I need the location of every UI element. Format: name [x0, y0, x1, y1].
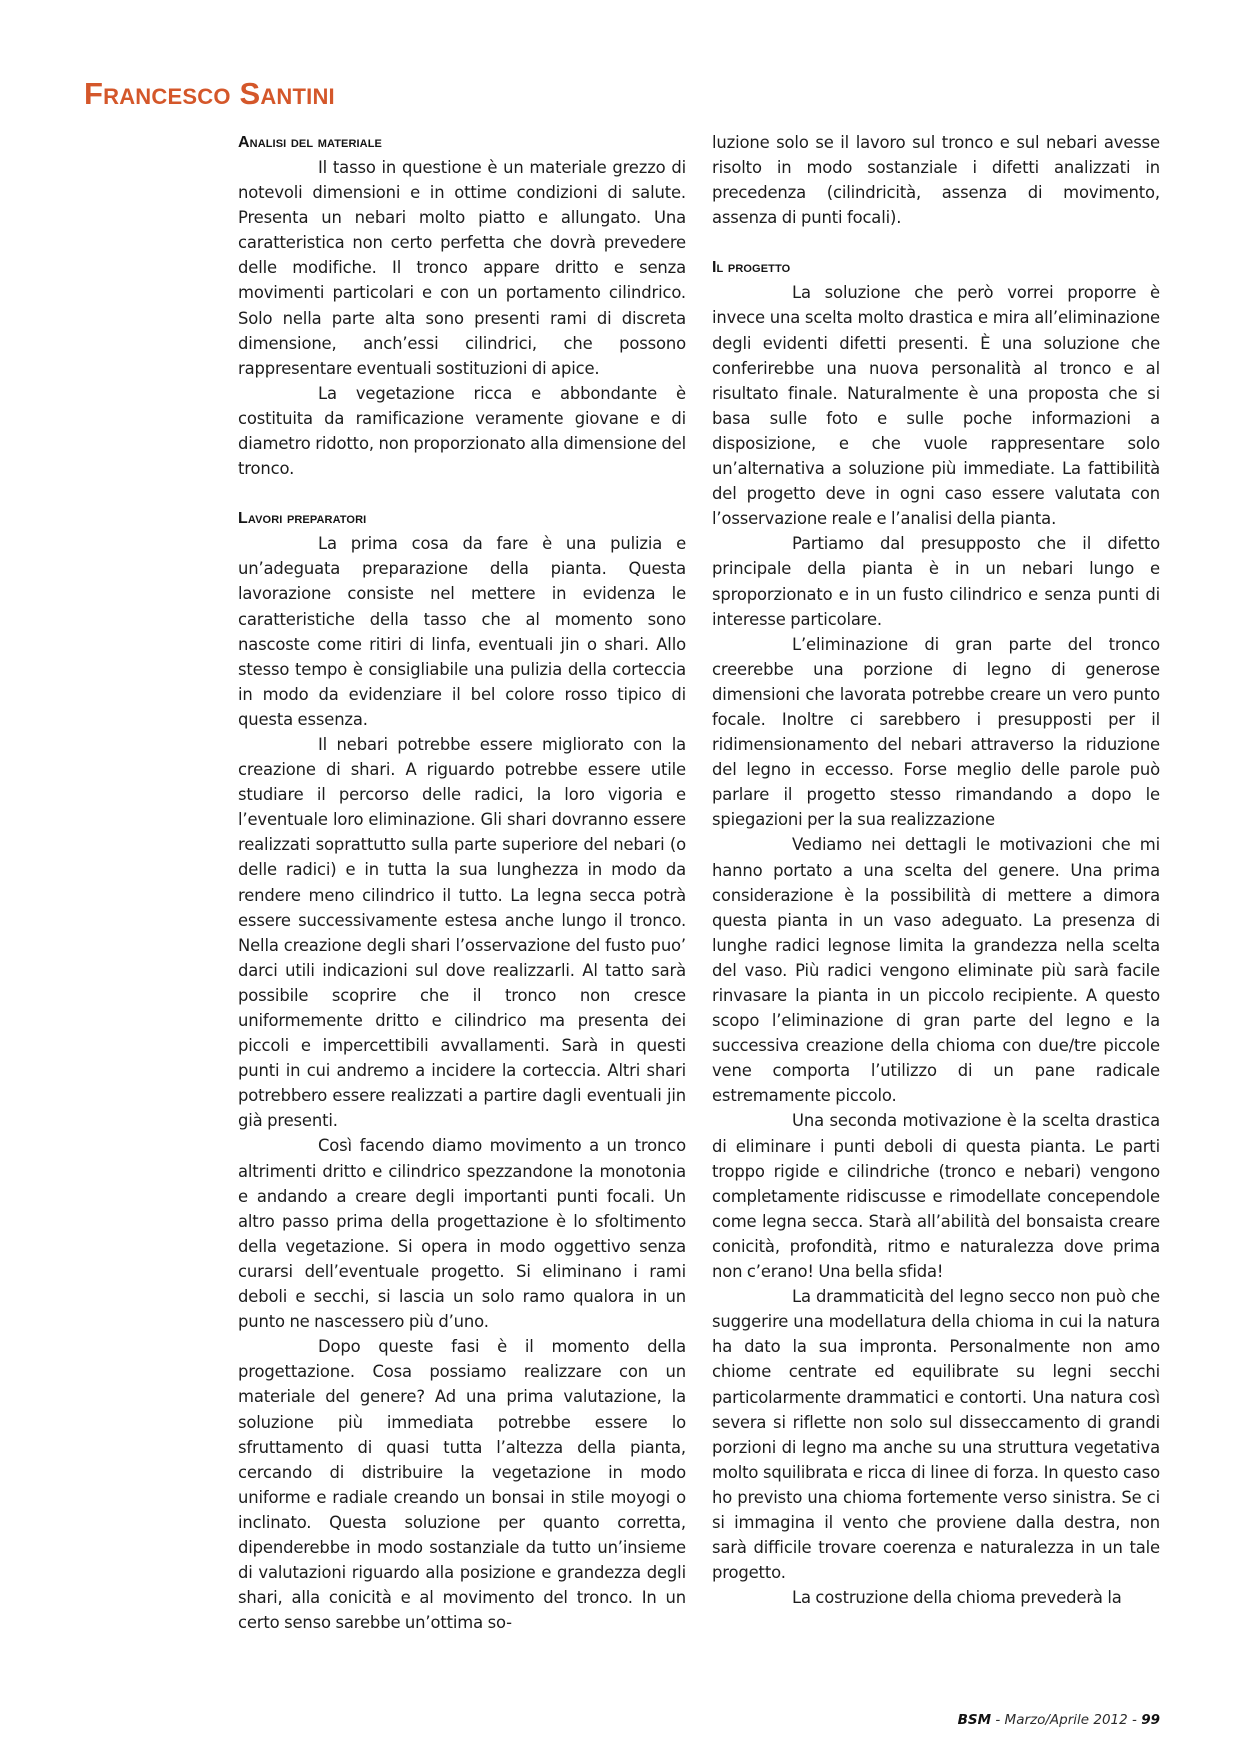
paragraph: Il nebari potrebbe essere migliorato con la creazione di shari. A riguardo potrebbe essere utile studiare il percorso delle radici, la loro vigoria e l’eventuale loro eliminazione. Gli shari dovranno essere realizzati soprattutto sulla parte superiore del nebari (o delle radici) e in tutta la sua lunghezza in modo da rendere meno cilindrico il tutto. La legna secca potrà essere successivamente estesa anche lungo il tronco. Nella creazione degli shari l’osservazione del fusto puo’ darci utili indicazioni sul dove realizzarli. Al tatto sarà possibile scoprire che il tronco non cresce uniformemente dritto e cilindrico ma presenta dei piccoli e impercettibili avvallamenti. Sarà in questi punti in cui andremo a incidere la corteccia. Altri shari potrebbero essere realizzati a partire dagli eventuali jin già presenti. [238, 734, 686, 1131]
paragraph: La costruzione della chioma prevederà la [792, 1588, 1122, 1608]
paragraph: La drammaticità del legno secco non può che suggerire una modellatura della chioma in cui la natura ha dato la sua impronta. Personalmente non amo chiome centrate ed equilibrate su legni secchi particolarmente drammatici e contorti. Una natura così severa si riflette non solo sul disseccamento di grandi porzioni di legno ma anche su una struttura vegetativa molto squilibrata e ricca di linee di forza. In questo caso ho previsto una chioma fortemente verso sinistra. Se ci si immagina il vento che proviene dalla destra, non sarà difficile trovare coerenza e naturalezza in un tale progetto. [712, 1287, 1160, 1583]
section-heading-analisi: Analisi del materiale [238, 134, 382, 151]
left-column [238, 130, 686, 1635]
page-number: 99 [1141, 1712, 1160, 1728]
paragraph: Così facendo diamo movimento a un tronco altrimenti dritto e cilindrico spezzandone la monotonia e andando a creare degli importanti punti focali. Un altro passo prima della progettazione è lo sfoltimento della vegetazione. Si opera in modo oggettivo senza curarsi dell’eventuale progetto. Si eliminano i rami deboli e secchi, si lascia un solo ramo qualora in un punto ne nascessero più d’uno. [238, 1136, 686, 1332]
paragraph: La vegetazione ricca e abbondante è costituita da ramificazione veramente giovane e di diametro ridotto, non proporzionato alla dimensione del tronco. [238, 383, 686, 479]
paragraph: Partiamo dal presupposto che il difetto principale della pianta è in un nebari lungo e sproporzionato e in un fusto cilindrico e senza punti di interesse particolare. [712, 534, 1160, 629]
magazine-name: BSM [957, 1712, 992, 1728]
paragraph: La prima cosa da fare è una pulizia e un’adeguata preparazione della pianta. Questa lavorazione consiste nel mettere in evidenza le caratteristiche della tasso che al momento sono nascoste come ritiri di linfa, eventuali jin o shari. Allo stesso tempo è consigliabile una pulizia della corteccia in modo da evidenziare il bel colore rosso tipico di questa essenza. [238, 534, 686, 729]
section-heading-lavori: Lavori preparatori [238, 510, 367, 528]
paragraph-continuation: luzione solo se il lavoro sul tronco e sul nebari avesse risolto in modo sostanziale i difetti analizzati in precedenza (cilindricità, assenza di movimento, assenza di punti focali). [712, 133, 1160, 228]
section-heading-progetto: Il progetto [712, 259, 791, 277]
page-footer [958, 1712, 1160, 1728]
paragraph: La soluzione che però vorrei proporre è invece una scelta molto drastica e mira all’eliminazione degli evidenti difetti presenti. È una soluzione che conferirebbe una nuova personalità al tronco e al risultato finale. Naturalmente è una proposta che si basa sulle foto e sulle poche informazioni a disposizione, e che vuole rappresentare solo un’alternativa a soluzione più immediate. La fattibilità del progetto deve in ogni caso essere valutata con l’osservazione reale e l’analisi della pianta. [712, 283, 1160, 529]
paragraph: L’eliminazione di gran parte del tronco creerebbe una porzione di legno di generose dimensioni che lavorata potrebbe creare un vero punto focale. Inoltre ci sarebbero i presupposti per il ridimensionamento del nebari attraverso la riduzione del legno in eccesso. Forse meglio delle parole può parlare il progetto stesso rimandando a dopo le spiegazioni per la sua realizzazione [712, 634, 1160, 830]
section-spacer [238, 481, 686, 506]
footer-separator: - [991, 1712, 1005, 1728]
paragraph: Vediamo nei dettagli le motivazioni che mi hanno portato a una scelta del genere. Una prima considerazione è la possibilità di mettere a dimora questa pianta in un vaso adeguato. La presenza di lunghe radici legnose limita la grandezza nella scelta del vaso. Più radici vengono eliminate più sarà facile rinvasare la pianta in un piccolo recipiente. A questo scopo l’eliminazione di gran parte del legno e la successiva creazione della chioma con due/tre piccole vene comporta l’utilizzo di un pane radicale estremamente piccolo. [712, 835, 1160, 1106]
right-column [712, 130, 1160, 1610]
paragraph: Dopo queste fasi è il momento della progettazione. Cosa possiamo realizzare con un materiale del genere? Ad una prima valutazione, la soluzione più immediata potrebbe essere lo sfruttamento di quasi tutta l’altezza della pianta, cercando di distribuire la vegetazione in modo uniforme e radiale creando un bonsai in stile moyogi o inclinato. Questa soluzione per quanto corretta, dipenderebbe in modo sostanziale da tutto un’insieme di valutazioni riguardo alla posizione e grandezza degli shari, alla conicità e al movimento del tronco. In un certo senso sarebbe un’ottima so- [238, 1337, 686, 1633]
paragraph: Una seconda motivazione è la scelta drastica di eliminare i punti deboli di questa pianta. Le parti troppo rigide e cilindriche (tronco e nebari) vengono completamente ridiscusse e rimodellate concependole come legna secca. Starà all’abilità del bonsaista creare conicità, profondità, ritmo e naturalezza dove prima non c’erano! Una bella sfida! [712, 1111, 1160, 1282]
section-spacer [712, 230, 1160, 255]
footer-separator: - [1127, 1712, 1142, 1728]
paragraph: Il tasso in questione è un materiale grezzo di notevoli dimensioni e in ottime condizioni di salute. Presenta un nebari molto piatto e allungato. Una caratteristica non certo perfetta che dovrà prevedere delle modifiche. Il tronco appare dritto e senza movimenti particolari e con un portamento cilindrico. Solo nella parte alta sono presenti rami di discreta dimensione, anch’essi cilindrici, che possono rappresentare eventuali sostituzioni di apice. [238, 158, 686, 378]
author-title: Francesco Santini [84, 76, 335, 111]
issue-date: Marzo/Aprile 2012 [1004, 1712, 1128, 1728]
